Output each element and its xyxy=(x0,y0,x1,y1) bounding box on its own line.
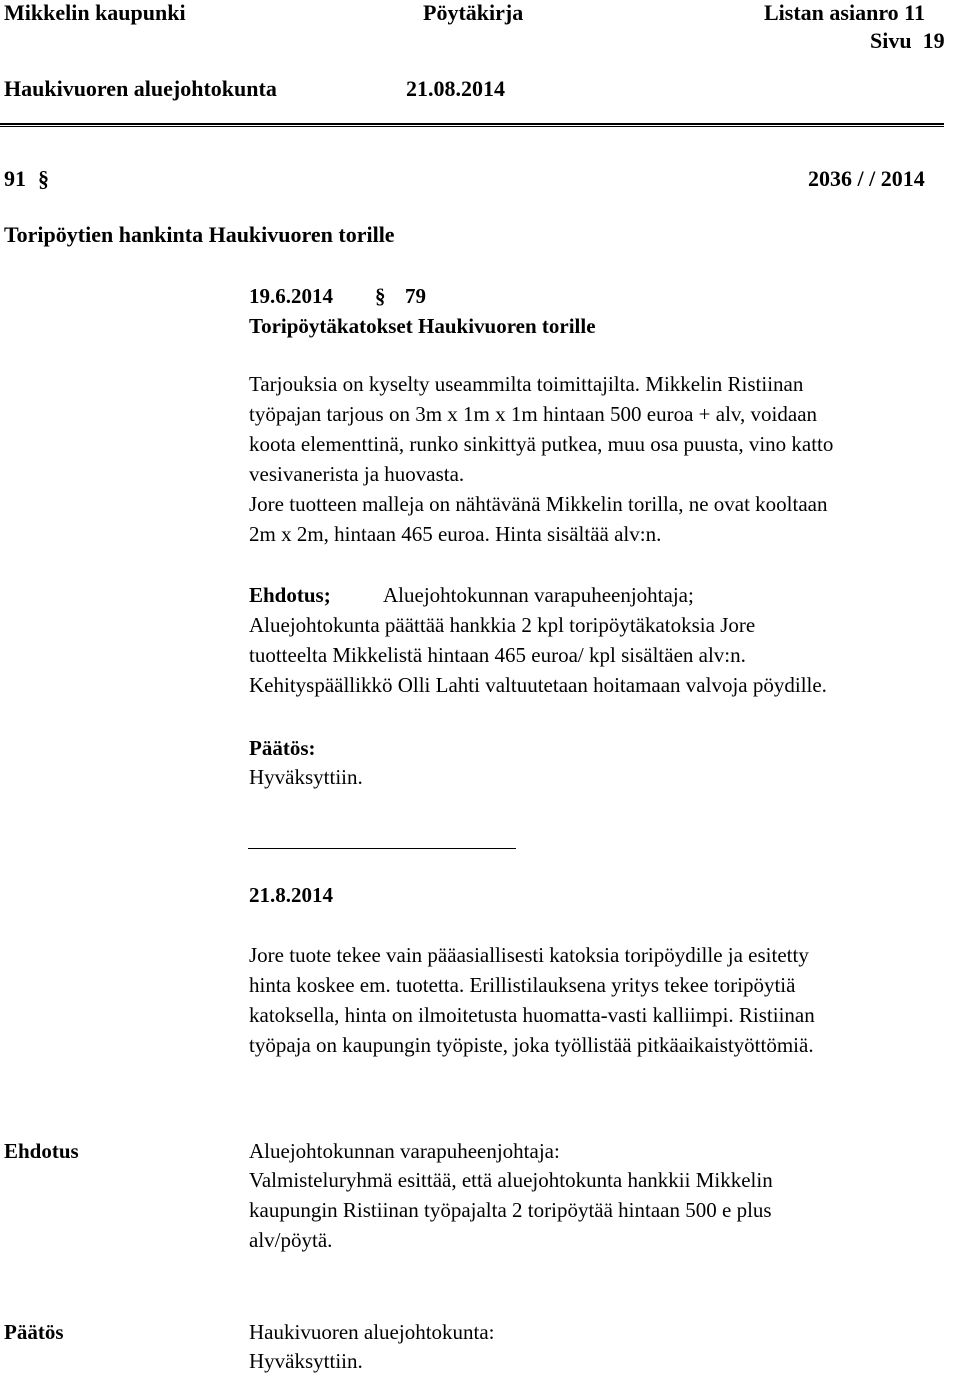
update-line: työpaja on kaupungin työpiste, joka työllistää pitkäaikaistyöttömiä. xyxy=(249,1033,814,1057)
history-background-line: Jore tuotteen malleja on nähtävänä Mikkelin torilla, ne ovat kooltaan xyxy=(249,492,828,516)
history-proposal-author: Aluejohtokunnan varapuheenjohtaja; xyxy=(383,583,694,607)
update-line: hinta koskee em. tuotetta. Erillistilauksena yritys tekee toripöytiä xyxy=(249,973,796,997)
history-section-symbol: § xyxy=(375,284,386,308)
history-background-line: koota elementtinä, runko sinkittyä putkea, muu osa puusta, vino katto xyxy=(249,432,834,456)
decision-body: Haukivuoren aluejohtokunta: xyxy=(249,1320,495,1344)
update-line: Jore tuote tekee vain pääasiallisesti katoksia toripöydille ja esitetty xyxy=(249,943,809,967)
history-proposal-line: Kehityspäällikkö Olli Lahti valtuutetaan hoitamaan valvoja pöydille. xyxy=(249,673,827,697)
history-background-line: vesivanerista ja huovasta. xyxy=(249,462,465,486)
proposal-line: kaupungin Ristiinan työpajalta 2 toripöytää hintaan 500 e plus xyxy=(249,1198,772,1222)
proposal-author: Aluejohtokunnan varapuheenjohtaja: xyxy=(249,1139,560,1163)
header-page-number: Sivu 19 xyxy=(870,28,945,53)
proposal-line: alv/pöytä. xyxy=(249,1228,333,1252)
history-decision-text: Hyväksyttiin. xyxy=(249,765,363,789)
history-proposal-label: Ehdotus; xyxy=(249,583,331,607)
history-background-line: 2m x 2m, hintaan 465 euroa. Hinta sisältää alv:n. xyxy=(249,522,662,546)
proposal-line: Valmisteluryhmä esittää, että aluejohtokunta hankkii Mikkelin xyxy=(249,1168,773,1192)
history-proposal-line: tuotteelta Mikkelistä hintaan 465 euroa/ kpl sisältäen alv:n. xyxy=(249,643,746,667)
header-rule-thin xyxy=(0,126,944,127)
update-date: 21.8.2014 xyxy=(249,883,333,907)
separator-line xyxy=(248,848,516,849)
update-text xyxy=(249,940,959,1060)
history-background xyxy=(249,369,959,549)
header-body-name: Haukivuoren aluejohtokunta xyxy=(4,76,277,101)
header-doc-type: Pöytäkirja xyxy=(423,0,524,25)
history-subtitle: Toripöytäkatokset Haukivuoren torille xyxy=(249,314,596,338)
proposal-text xyxy=(249,1165,959,1255)
header-item-list: Listan asianro 11 xyxy=(764,0,925,25)
history-section-number: 79 xyxy=(405,284,426,308)
history-background-line: työpajan tarjous on 3m x 1m x 1m hintaan 500 euroa + alv, voidaan xyxy=(249,402,818,426)
section-reference: 2036 / / 2014 xyxy=(808,166,925,191)
history-proposal-text xyxy=(249,610,959,700)
section-title: Toripöytien hankinta Haukivuoren torille xyxy=(4,222,395,247)
decision-text: Hyväksyttiin. xyxy=(249,1349,363,1373)
history-date: 19.6.2014 xyxy=(249,284,333,308)
update-line: katoksella, hinta on ilmoitetusta huomatta-vasti kalliimpi. Ristiinan xyxy=(249,1003,815,1027)
section-symbol: § xyxy=(38,166,49,191)
decision-label: Päätös xyxy=(4,1320,64,1344)
header-organization: Mikkelin kaupunki xyxy=(4,0,186,25)
history-decision-label: Päätös: xyxy=(249,736,316,760)
header-rule xyxy=(0,123,944,125)
header-date: 21.08.2014 xyxy=(406,76,505,101)
section-number: 91 xyxy=(4,166,26,191)
history-background-line: Tarjouksia on kyselty useammilta toimittajilta. Mikkelin Ristiinan xyxy=(249,372,804,396)
proposal-label: Ehdotus xyxy=(4,1139,79,1163)
history-proposal-line: Aluejohtokunta päättää hankkia 2 kpl toripöytäkatoksia Jore xyxy=(249,613,756,637)
